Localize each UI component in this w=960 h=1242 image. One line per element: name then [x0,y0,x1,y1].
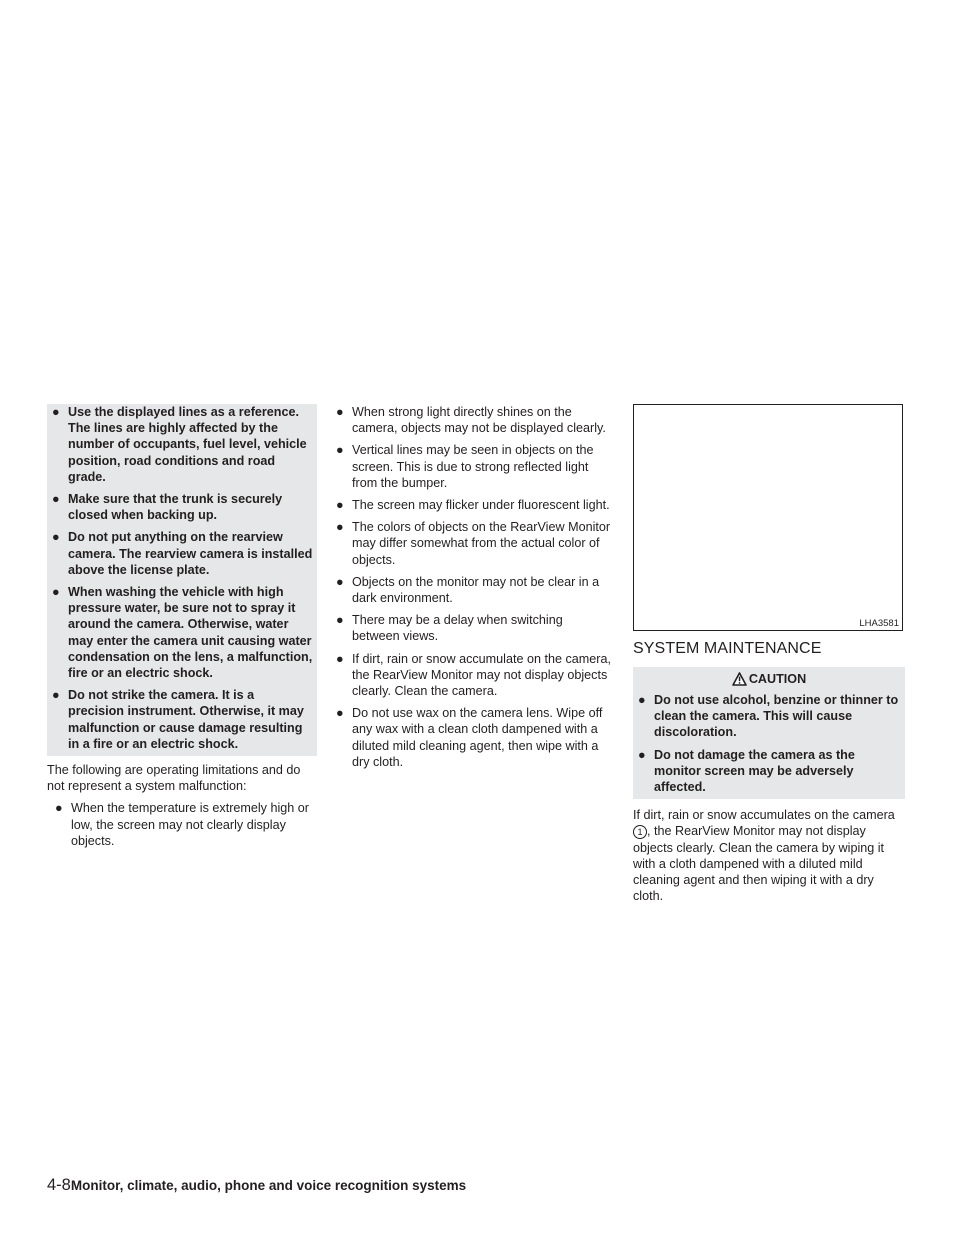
caution-label: CAUTION [748,672,807,686]
caution-header [637,670,901,688]
warning-item: ● Do not strike the camera. It is a precision instrument. Otherwise, it may malfunction or cause damage resulting in a fire or an electric shock. [52,688,304,751]
maintenance-paragraph: If dirt, rain or snow accumulates on the camera 1 , the RearView Monitor may not display objects clearly. Clean the camera by wiping it with a cloth dampened with a diluted mild cleaning agent and then wiping it with a dry cloth. [633,808,895,904]
bullet-icon: ● [336,574,344,589]
warning-item: ● Do not put anything on the rearview camera. The rearview camera is installed above the license plate. [52,530,313,577]
limitation-item: ● The screen may flicker under fluorescent light. [336,498,610,513]
camera-figure [633,404,903,631]
section-title: SYSTEM MAINTENANCE [633,640,822,657]
bullet-icon: ● [52,585,60,600]
limitation-item: ● Objects on the monitor may not be clear in a dark environment. [336,574,600,606]
bullet-icon: ● [52,405,60,419]
limitation-item: ● Do not use wax on the camera lens. Wipe off any wax with a clean cloth dampened with a diluted mild cleaning agent, then wipe with a dry cloth. [336,706,603,769]
bullet-icon: ● [52,530,60,545]
callout-1-icon: 1 [633,825,647,839]
warning-box [47,404,317,756]
page-footer [47,1175,466,1196]
limitation-item: ● Vertical lines may be seen in objects on the screen. This is due to strong reflected light from the bumper. [336,443,594,490]
bullet-icon: ● [638,693,646,707]
bullet-icon: ● [336,520,344,535]
bullet-icon: ● [52,688,60,703]
column-middle [335,404,613,776]
bullet-icon: ● [336,706,344,721]
bullet-icon: ● [336,613,344,628]
bullet-icon: ● [336,651,344,666]
column-left [47,404,317,855]
warning-item: ● When washing the vehicle with high pressure water, be sure not to spray it around the camera. Otherwise, water may enter the camera unit causing water condensation on the lens, a malfunction, fire or an electric shock. [52,585,313,681]
limitation-item: ● When the temperature is extremely high or low, the screen may not clearly display objects. [55,801,309,848]
warning-triangle-icon [732,672,747,686]
bullet-icon: ● [336,443,344,458]
bullet-icon: ● [55,801,63,816]
warning-item: ● Make sure that the trunk is securely closed when backing up. [52,492,283,523]
chapter-title: Monitor, climate, audio, phone and voice recognition systems [70,1178,467,1193]
limitations-intro: The following are operating limitations and do not represent a system malfunction: [47,763,301,794]
limitation-item: ● When strong light directly shines on the camera, objects may not be displayed clearly. [336,405,606,436]
figure-code: LHA3581 [859,618,899,629]
bullet-icon: ● [52,492,60,507]
page-number: 4-8 [47,1176,71,1194]
caution-item: ● Do not use alcohol, benzine or thinner to clean the camera. This will cause discoloration. [638,693,899,740]
column-right [633,404,905,910]
caution-box [633,667,905,799]
warning-item: ● Use the displayed lines as a reference. The lines are highly affected by the number of occupants, fuel level, vehicle position, road conditions and road grade. [52,405,307,484]
limitation-item: ● If dirt, rain or snow accumulate on the camera, the RearView Monitor may not display objects clearly. Clean the camera. [336,651,611,699]
bullet-icon: ● [336,498,344,513]
bullet-icon: ● [638,747,646,762]
limitation-item: ● There may be a delay when switching between views. [336,613,563,644]
bullet-icon: ● [336,405,344,419]
caution-item: ● Do not damage the camera as the monitor screen may be adversely affected. [638,747,855,795]
limitation-item: ● The colors of objects on the RearView Monitor may differ somewhat from the actual color of objects. [336,520,611,567]
